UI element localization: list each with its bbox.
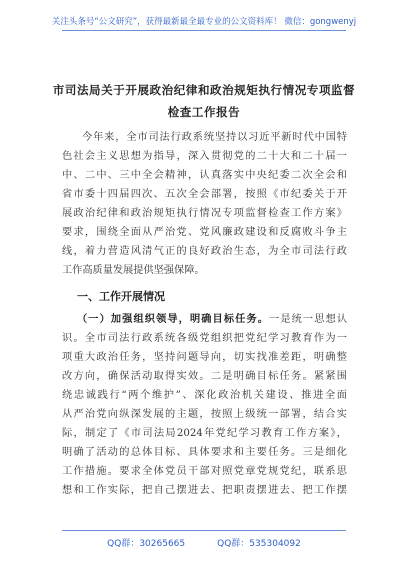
intro-line: 省市委十四届四次、五次全会部署，按照《市纪委关于开 [62,189,347,200]
body-line: 从严治党向纵深发展的主题，按照上级统一部署，结合实 [62,409,347,420]
document-title-line-1: 市司法局关于开展政治纪律和政治规矩执行情况专项监督 [52,83,356,97]
intro-line: 展政治纪律和政治规矩执行情况专项监督检查工作方案》 [62,208,347,219]
intro-line: 色社会主义思想为指导，深入贯彻党的二十大和二十届一 [62,151,347,162]
subsection-text: 一是统一思想认 [269,314,348,325]
header-divider [62,30,346,31]
subsection-line [77,312,347,327]
body-line: 明确了活动的总体目标、具体要求和主要任务。三是细化 [62,447,347,458]
body-line: 绕忠诚践行“两个维护”、深化政治机关建设、推进全面 [62,390,347,401]
body-line: 项重大政治任务，坚持问题导向，切实找准差距，明确整 [62,352,347,363]
body-line: 识。全市司法行政系统各级党组织把党纪学习教育作为一 [62,333,347,344]
footer-qq-group-1: QQ群：30265665 [107,539,186,549]
footer-qq-group-2: QQ群：535304092 [217,539,301,549]
document-title-line-2: 检查工作报告 [167,105,241,119]
intro-line: 工作高质量发展提供坚强保障。 [62,265,205,276]
intro-line: 要求，围绕全面从严治党、党风廉政建设和反腐败斗争主 [62,227,347,238]
body-line: 工作措施。要求全体党员干部对照党章党规党纪，联系思 [62,466,347,477]
footer [0,536,408,549]
footer-divider [62,530,346,531]
body-line: 想和工作实际，把自己摆进去、把职责摆进去、把工作摆 [62,485,347,496]
intro-line: 今年来，全市司法行政系统坚持以习近平新时代中国特 [82,132,347,143]
header-banner: 关注头条号“公文研究”，获得最新最全最专业的公文资料库！ 微信：gongwenyj [51,17,357,27]
body-line: 际，制定了《市司法局2024年党纪学习教育工作方案》， [62,428,347,439]
intro-line: 中、二中、三中全会精神，认真落实中央纪委二次全会和 [62,170,347,181]
subsection-heading: （一）加强组织领导，明确目标任务。 [77,313,270,325]
intro-line: 线，着力营造风清气正的良好政治生态，为全市司法行政 [62,246,347,257]
body-line: 改方向，确保活动取得实效。二是明确目标任务。紧紧围 [62,371,347,382]
section-heading: 一、工作开展情况 [77,290,165,303]
